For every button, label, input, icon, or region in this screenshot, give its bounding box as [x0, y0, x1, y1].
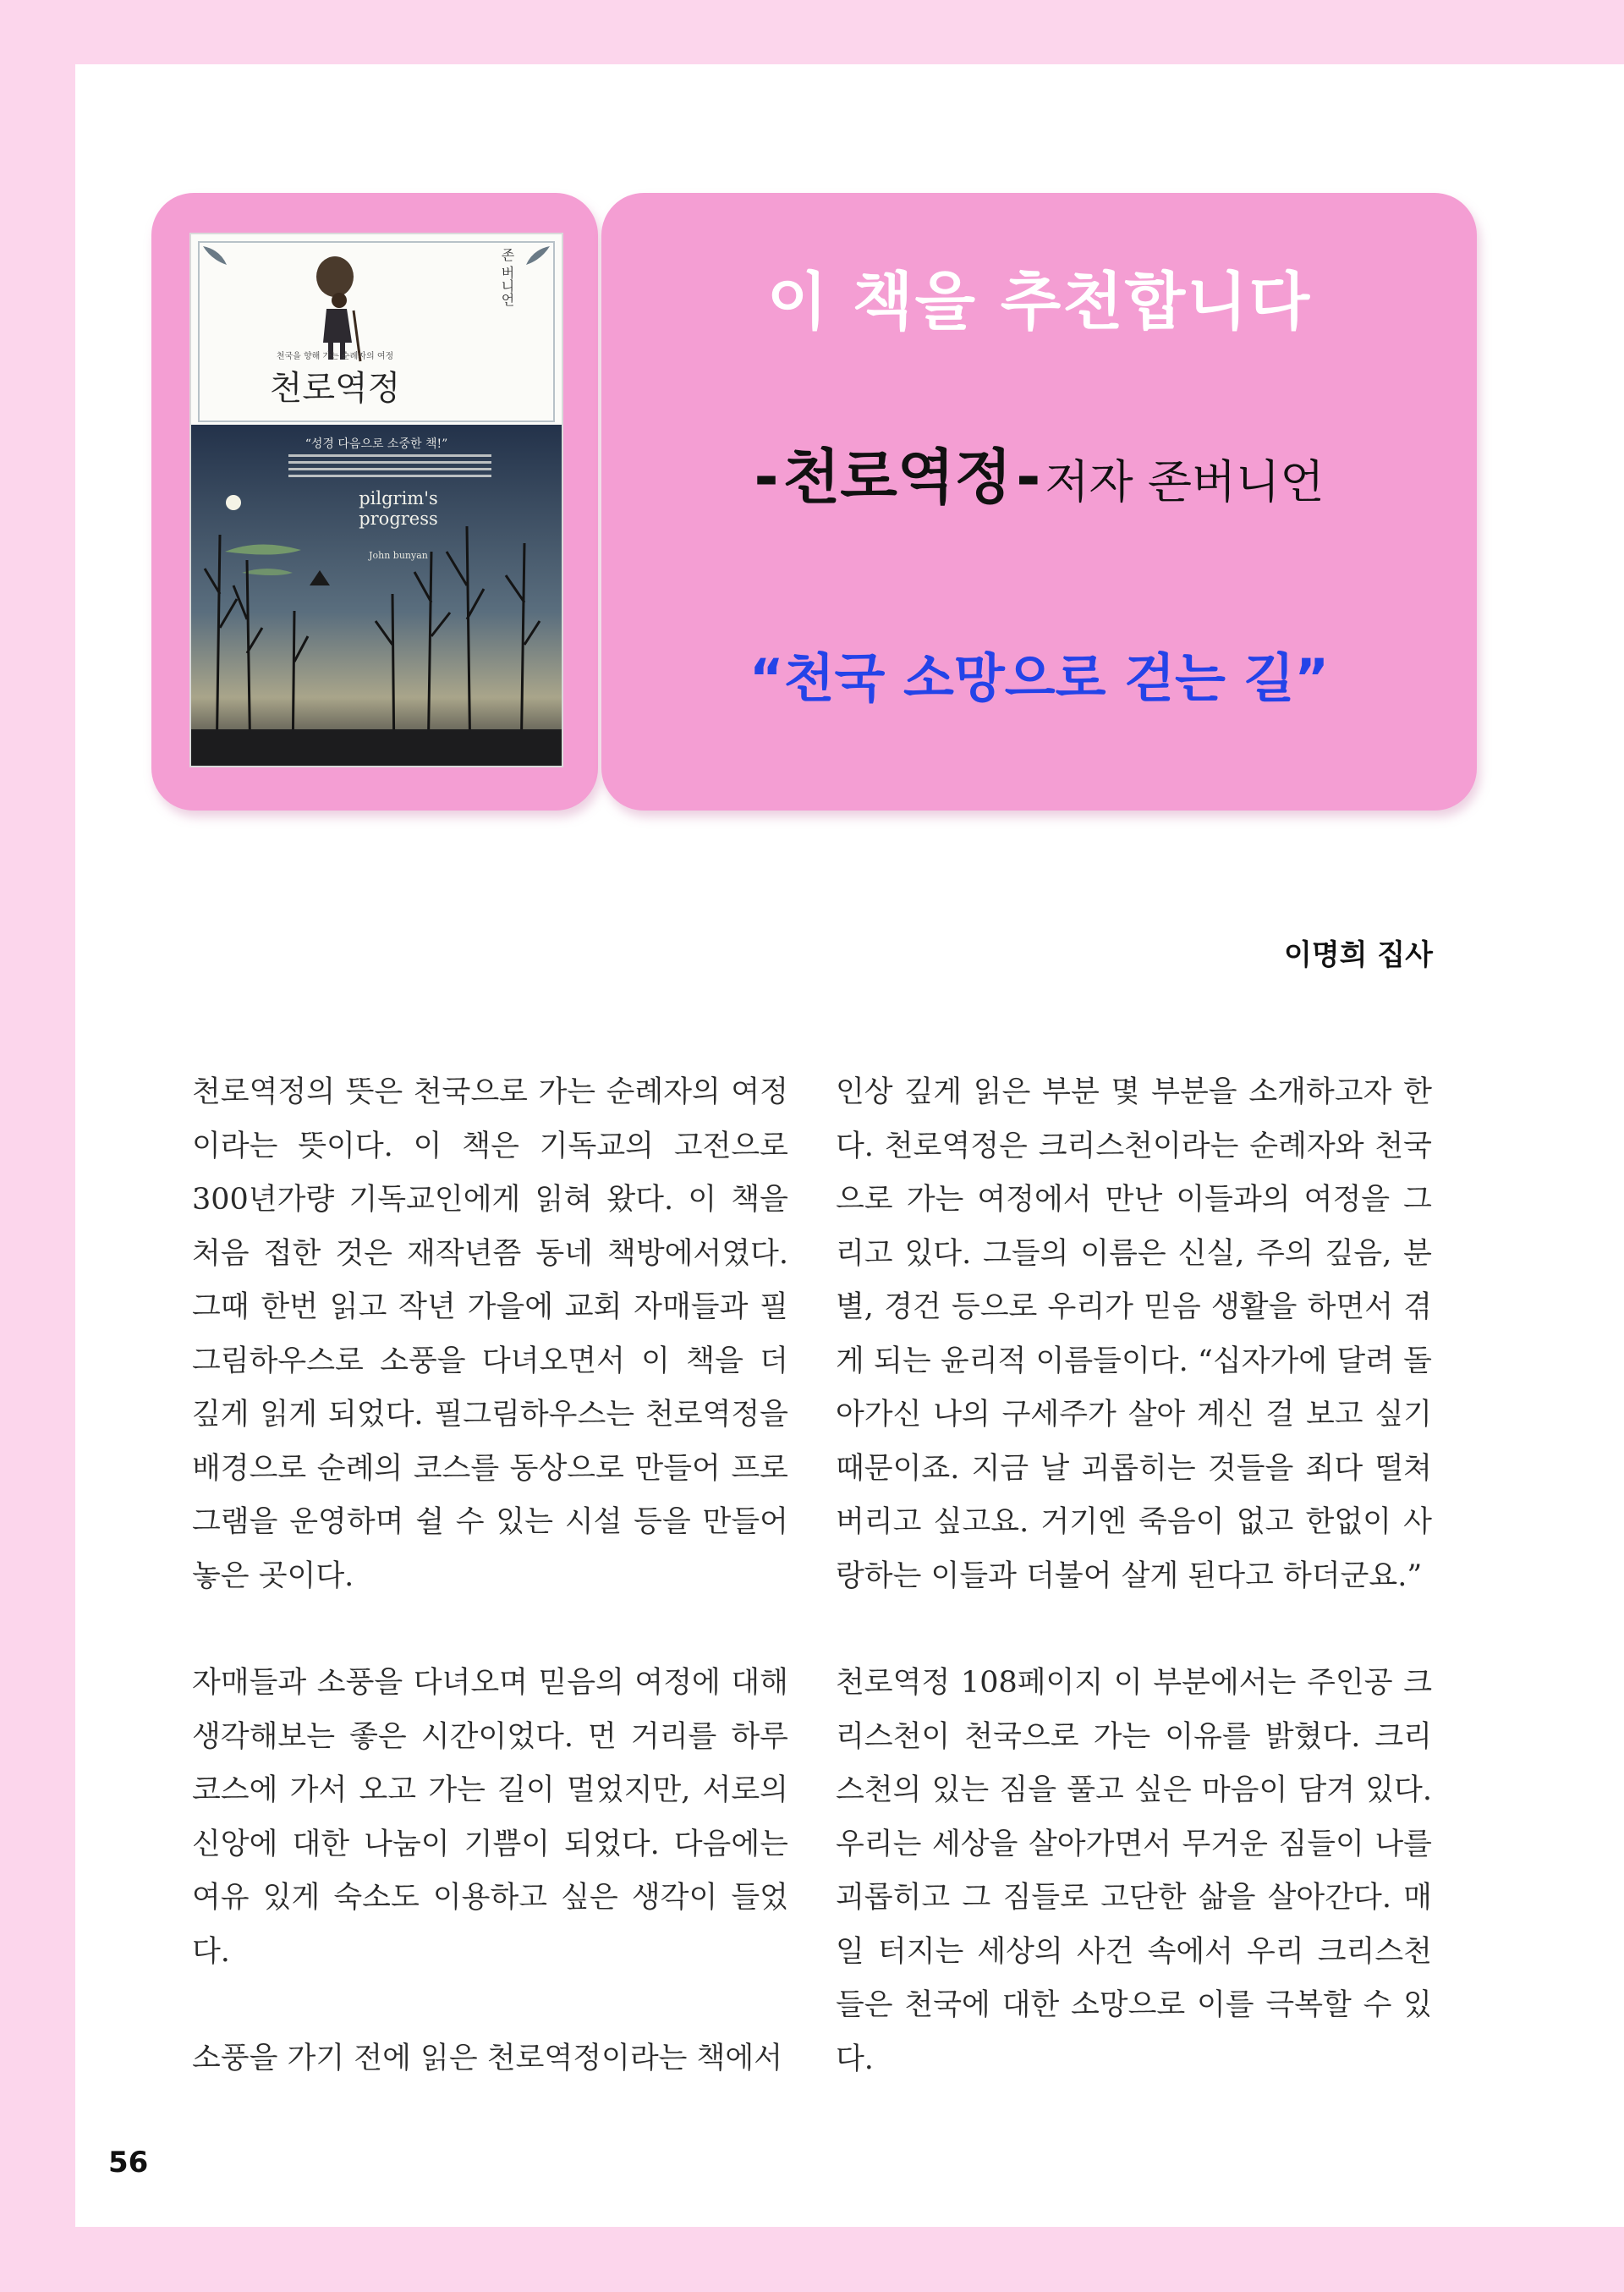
- cover-top-panel: [191, 234, 562, 425]
- paragraph: 천로역정의 뜻은 천국으로 가는 순례자의 여정이라는 뜻이다. 이 책은 기독교의 고전으로 300년가량 기독교인에게 읽혀 왔다. 이 책을 처음 접한 것은 재작년쯤 동네 책방에서였다. 그때 한번 읽고 작년 가을에 교회 자매들과 필그림하우스로 소풍을 다녀오면서 이 책을 더 깊게 읽게 되었다. 필그림하우스는 천로역정을 배경으로 순례의 코스를 동상으로 만들어 프로그램을 운영하며 쉴 수 있는 시설 등을 만들어 놓은 곳이다.: [192, 1075, 788, 1593]
- cover-subtitle: 천국을 향해 가는 순례자의 여정: [276, 352, 394, 361]
- moon-icon: [226, 495, 241, 510]
- book-title: 천로역정: [782, 442, 1012, 512]
- page-number: 56: [108, 2146, 149, 2179]
- author-credit: 저자 존버니언: [1045, 455, 1325, 508]
- paragraph: 자매들과 소풍을 다녀오며 믿음의 여정에 대해 생각해보는 좋은 시간이었다. 먼 거리를 하루 코스에 가서 오고 가는 길이 멀었지만, 서로의 신앙에 대한 나눔이 기쁨이 되었다. 다음에는 여유 있게 숙소도 이용하고 싶은 생각이 들었다.: [192, 1666, 788, 1969]
- cover-english-author: John bunyan: [369, 550, 428, 561]
- dash-left: -: [754, 442, 779, 512]
- cover-quote: “성경 다음으로 소중한 책!”: [304, 437, 448, 451]
- cover-korean-title: 천로역정: [269, 369, 401, 408]
- article-column-left: [192, 1066, 788, 2140]
- paragraph: 인상 깊게 읽은 부분 몇 부분을 소개하고자 한다. 천로역정은 크리스천이라는 순례자와 천국으로 가는 여정에서 만난 이들과의 여정을 그리고 있다. 그들의 이름은 신실, 주의 깊음, 분별, 경건 등으로 우리가 믿음 생활을 하면서 겪게 되는 윤리적 이름들이다. “십자가에 달려 돌아가신 나의 구세주가 살아 계신 걸 보고 싶기 때문이죠. 지금 날 괴롭히는 것들을 죄다 떨쳐버리고 싶고요. 거기엔 죽음이 없고 한없이 사랑하는 이들과 더불어 살게 된다고 하더군요.”: [836, 1075, 1432, 1593]
- cover-english-title: pilgrim's progress: [359, 488, 438, 529]
- paragraph: 천로역정 108페이지 이 부분에서는 주인공 크리스천이 천국으로 가는 이유를 밝혔다. 크리스천의 있는 짐을 풀고 싶은 마음이 담겨 있다. 우리는 세상을 살아가면서 무거운 짐들이 나를 괴롭히고 그 짐들로 고단한 삶을 살아간다. 매일 터지는 세상의 사건 속에서 우리 크리스천들은 천국에 대한 소망으로 이를 극복할 수 있다.: [836, 1666, 1432, 2076]
- tagline: “천국 소망으로 걷는 길”: [749, 647, 1330, 709]
- book-cover-image: [189, 233, 563, 767]
- dash-right: -: [1016, 442, 1041, 512]
- book-heading: [601, 430, 1477, 515]
- cover-author-vertical: 존 버니언: [499, 248, 515, 307]
- article-column-right: [836, 1066, 1432, 2140]
- recommend-title: 이 책을 추천합니다: [766, 266, 1312, 338]
- paragraph: 소풍을 가기 전에 읽은 천로역정이라는 책에서: [192, 2042, 783, 2075]
- author-byline: 이명희 집사: [1283, 938, 1433, 972]
- cover-blurb-lines: [288, 454, 491, 477]
